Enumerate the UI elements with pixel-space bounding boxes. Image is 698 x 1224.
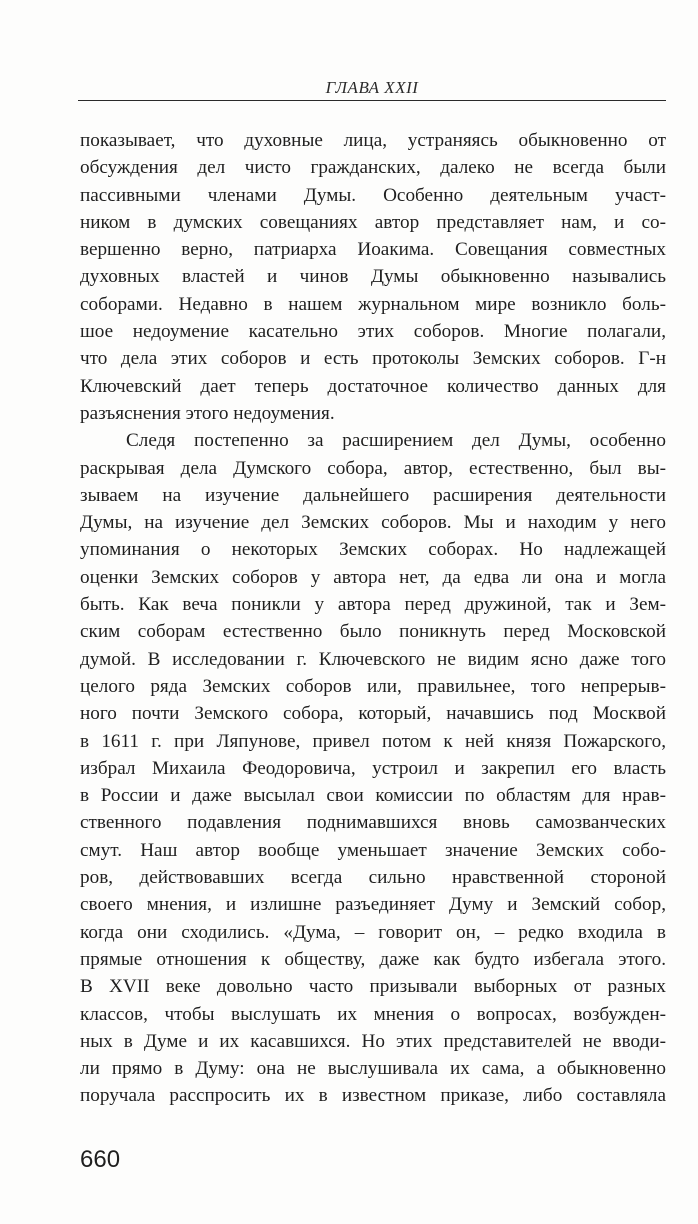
text-line: классов, чтобы выслушать их мнения о вопросах, возбужден- — [80, 1003, 666, 1025]
running-head: ГЛАВА XXII — [325, 78, 419, 97]
text-line: В XVII веке довольно часто призывали выборных от разных — [80, 976, 666, 998]
text-line: ским соборам естественно было поникнуть перед Московской — [80, 621, 666, 643]
text-line: ственного подавления поднимавшихся вновь самозванческих — [80, 812, 666, 834]
header-rule — [78, 100, 666, 101]
text-line: обсуждения дел чисто гражданских, далеко не всегда были — [80, 157, 666, 179]
text-line: целого ряда Земских соборов или, правильнее, того непрерыв- — [80, 675, 666, 697]
text-line: пассивными членами Думы. Особенно деятельным участ- — [80, 184, 666, 206]
text-line: шое недоумение касательно этих соборов. Многие полагали, — [80, 321, 666, 343]
text-line: ров, действовавших всегда сильно нравственной стороной — [80, 867, 666, 889]
text-line: что дела этих соборов и есть протоколы Земских соборов. Г-н — [80, 348, 666, 370]
text-line: разъяснения этого недоумения. — [80, 402, 335, 424]
text-line: духовных властей и чинов Думы обыкновенно назывались — [80, 266, 666, 288]
text-line: вершенно верно, патриарха Иоакима. Совещания совместных — [80, 239, 666, 261]
text-line: показывает, что духовные лица, устраняясь обыкновенно от — [80, 130, 666, 151]
text-line: соборами. Недавно в нашем журнальном мире возникло боль- — [80, 293, 666, 315]
text-line: оценки Земских соборов у автора нет, да едва ли она и могла — [80, 566, 666, 588]
text-line: быть. Как веча поникли у автора перед дружиной, так и Зем- — [80, 594, 666, 616]
text-line: ного почти Земского собора, который, начавшись под Москвой — [80, 703, 666, 725]
text-line: смут. Наш автор вообще уменьшает значение Земских собо- — [80, 839, 666, 861]
text-line: Думы, на изучение дел Земских соборов. Мы и находим у него — [80, 512, 666, 534]
text-line: ли прямо в Думу: она не выслушивала их сама, а обыкновенно — [80, 1058, 666, 1080]
text-line: ником в думских совещаниях автор представляет нам, и со- — [80, 211, 666, 233]
text-line: зываем на изучение дальнейшего расширения деятельности — [80, 484, 666, 506]
paragraph-first-line: Следя постепенно за расширением дел Думы, особенно — [126, 430, 666, 452]
text-line: ных в Думе и их касавшихся. Но этих представителей не вводи- — [80, 1030, 666, 1052]
text-line: поручала расспросить их в известном приказе, либо составляла — [80, 1085, 666, 1107]
text-line: избрал Михаила Феодоровича, устроил и закрепил его власть — [80, 757, 666, 779]
text-line: когда они сходились. «Дума, – говорит он, – редко входила в — [80, 921, 666, 943]
body-text — [80, 127, 666, 1110]
text-line: своего мнения, и излишне разъединяет Думу и Земский собор, — [80, 894, 666, 916]
text-line: Ключевский дает теперь достаточное количество данных для — [80, 375, 666, 397]
text-line: в России и даже высылал свои комиссии по областям для нрав- — [80, 785, 666, 807]
text-line: прямые отношения к обществу, даже как будто избегала этого. — [80, 948, 666, 970]
text-line: в 1611 г. при Ляпунове, привел потом к ней князя Пожарского, — [80, 730, 666, 752]
text-line: думой. В исследовании г. Ключевского не видим ясно даже того — [80, 648, 666, 670]
text-line: раскрывая дела Думского собора, автор, естественно, был вы- — [80, 457, 666, 479]
page-number: 660 — [80, 1146, 121, 1173]
text-line: упоминания о некоторых Земских соборах. Но надлежащей — [80, 539, 666, 561]
